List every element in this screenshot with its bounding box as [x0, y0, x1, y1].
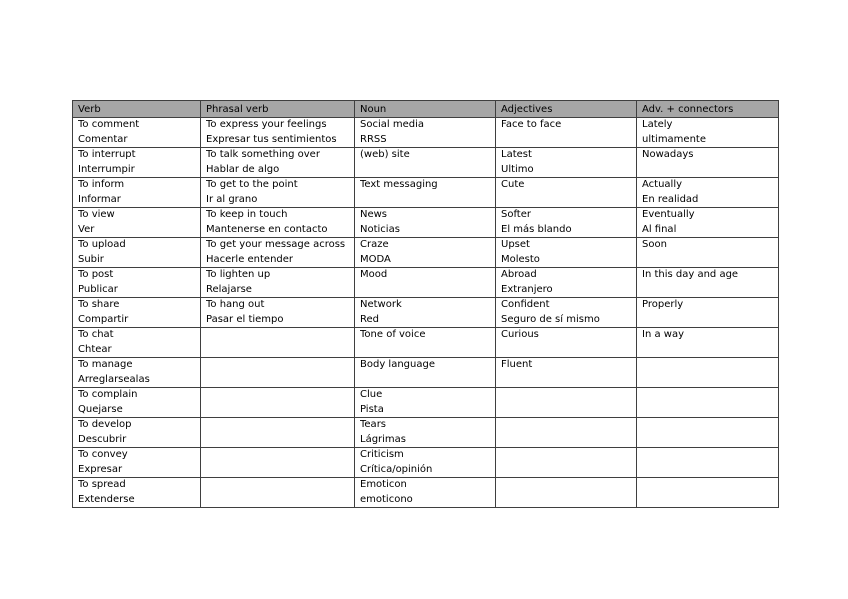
cell-verb	[73, 148, 201, 178]
noun-spanish: RRSS	[360, 133, 387, 145]
adverb-connector-english: Eventually	[642, 209, 695, 220]
cell-noun	[355, 148, 496, 178]
cell-adjective	[496, 238, 637, 268]
noun-english: Clue	[360, 389, 383, 400]
verb-english: To inform	[78, 179, 125, 190]
cell-verb	[73, 358, 201, 388]
cell-noun	[355, 208, 496, 238]
header-adjectives: Adjectives	[496, 101, 637, 118]
cell-phrasal-verb	[201, 208, 355, 238]
noun-english: Craze	[360, 239, 389, 250]
adjective-spanish: Extranjero	[501, 283, 553, 295]
adverb-connector-english: In a way	[642, 329, 684, 340]
adjective-english: Cute	[501, 179, 525, 190]
table-row	[73, 118, 779, 148]
phrasal-verb-english: To express your feelings	[206, 119, 327, 130]
verb-spanish: Subir	[78, 253, 104, 265]
cell-noun	[355, 178, 496, 208]
cell-adverb-connector	[637, 238, 779, 268]
adjective-english: Face to face	[501, 119, 562, 130]
table-row	[73, 418, 779, 448]
table-row	[73, 208, 779, 238]
phrasal-verb-spanish: Ir al grano	[206, 193, 258, 205]
table-row	[73, 298, 779, 328]
verb-english: To post	[78, 269, 114, 280]
phrasal-verb-spanish: Expresar tus sentimientos	[206, 133, 337, 145]
cell-adverb-connector	[637, 148, 779, 178]
adverb-connector-spanish: Al final	[642, 223, 677, 235]
cell-adverb-connector	[637, 418, 779, 448]
verb-english: To complain	[78, 389, 138, 400]
table-row	[73, 148, 779, 178]
adverb-connector-spanish: ultimamente	[642, 133, 706, 145]
cell-adverb-connector	[637, 118, 779, 148]
adverb-connector-english: Soon	[642, 239, 667, 250]
verb-spanish: Informar	[78, 193, 121, 205]
verb-spanish: Quejarse	[78, 403, 123, 415]
header-verb: Verb	[73, 101, 201, 118]
table-row	[73, 178, 779, 208]
noun-spanish: emoticono	[360, 493, 413, 505]
cell-noun	[355, 418, 496, 448]
adjective-spanish: Molesto	[501, 253, 540, 265]
cell-adjective	[496, 328, 637, 358]
cell-phrasal-verb	[201, 478, 355, 508]
noun-english: Emoticon	[360, 479, 407, 490]
adjective-english: Fluent	[501, 359, 533, 370]
cell-phrasal-verb	[201, 118, 355, 148]
noun-english: News	[360, 209, 388, 220]
noun-spanish: Crítica/opinión	[360, 463, 433, 475]
cell-adverb-connector	[637, 358, 779, 388]
verb-english: To view	[78, 209, 115, 220]
cell-verb	[73, 298, 201, 328]
cell-noun	[355, 358, 496, 388]
cell-verb	[73, 478, 201, 508]
cell-phrasal-verb	[201, 148, 355, 178]
cell-adjective	[496, 298, 637, 328]
noun-spanish: Noticias	[360, 223, 400, 235]
table-body	[73, 118, 779, 508]
adjective-spanish: Seguro de sí mismo	[501, 313, 600, 325]
adjective-english: Latest	[501, 149, 532, 160]
cell-phrasal-verb	[201, 418, 355, 448]
phrasal-verb-spanish: Hacerle entender	[206, 253, 294, 265]
verb-spanish: Extenderse	[78, 493, 135, 505]
cell-verb	[73, 448, 201, 478]
verb-english: To comment	[78, 119, 140, 130]
phrasal-verb-spanish: Pasar el tiempo	[206, 313, 284, 325]
table-row	[73, 448, 779, 478]
adjective-english: Confident	[501, 299, 550, 310]
cell-verb	[73, 388, 201, 418]
cell-verb	[73, 118, 201, 148]
cell-verb	[73, 178, 201, 208]
cell-adverb-connector	[637, 448, 779, 478]
cell-phrasal-verb	[201, 268, 355, 298]
verb-english: To convey	[78, 449, 128, 460]
cell-adjective	[496, 478, 637, 508]
cell-phrasal-verb	[201, 388, 355, 418]
adjective-english: Abroad	[501, 269, 537, 280]
cell-adverb-connector	[637, 268, 779, 298]
adjective-english: Upset	[501, 239, 530, 250]
cell-adverb-connector	[637, 328, 779, 358]
phrasal-verb-english: To lighten up	[206, 269, 271, 280]
cell-phrasal-verb	[201, 298, 355, 328]
noun-spanish: Pista	[360, 403, 384, 415]
header-noun: Noun	[355, 101, 496, 118]
noun-english: Mood	[360, 269, 388, 280]
verb-spanish: Chtear	[78, 343, 112, 355]
adjective-english: Curious	[501, 329, 539, 340]
noun-english: Body language	[360, 359, 435, 370]
cell-adjective	[496, 118, 637, 148]
verb-spanish: Compartir	[78, 313, 129, 325]
verb-english: To develop	[78, 419, 132, 430]
adverb-connector-english: Properly	[642, 299, 684, 310]
adverb-connector-english: In this day and age	[642, 269, 739, 280]
table-row	[73, 388, 779, 418]
noun-english: (web) site	[360, 149, 410, 160]
table-row	[73, 358, 779, 388]
cell-adverb-connector	[637, 388, 779, 418]
phrasal-verb-english: To hang out	[206, 299, 265, 310]
cell-noun	[355, 478, 496, 508]
header-phrasal-verb: Phrasal verb	[201, 101, 355, 118]
noun-spanish: Red	[360, 313, 379, 325]
cell-adverb-connector	[637, 178, 779, 208]
noun-english: Social media	[360, 119, 424, 130]
adverb-connector-english: Nowadays	[642, 149, 694, 160]
adjective-spanish: El más blando	[501, 223, 572, 235]
cell-noun	[355, 268, 496, 298]
phrasal-verb-spanish: Mantenerse en contacto	[206, 223, 328, 235]
table-row	[73, 268, 779, 298]
table-row	[73, 238, 779, 268]
header-adverbs-connectors: Adv. + connectors	[637, 101, 779, 118]
adverb-connector-spanish: En realidad	[642, 193, 699, 205]
verb-english: To chat	[78, 329, 114, 340]
verb-spanish: Comentar	[78, 133, 128, 145]
cell-noun	[355, 448, 496, 478]
cell-adjective	[496, 208, 637, 238]
verb-english: To manage	[78, 359, 133, 370]
noun-spanish: Lágrimas	[360, 433, 407, 445]
adverb-connector-english: Actually	[642, 179, 683, 190]
cell-verb	[73, 268, 201, 298]
verb-english: To interrupt	[78, 149, 136, 160]
cell-noun	[355, 118, 496, 148]
verb-spanish: Expresar	[78, 463, 123, 475]
cell-verb	[73, 418, 201, 448]
verb-spanish: Ver	[78, 223, 95, 235]
adverb-connector-english: Lately	[642, 119, 673, 130]
verb-spanish: Descubrir	[78, 433, 127, 445]
cell-adjective	[496, 418, 637, 448]
verb-spanish: Publicar	[78, 283, 118, 295]
table-row	[73, 478, 779, 508]
verb-english: To upload	[78, 239, 126, 250]
cell-verb	[73, 208, 201, 238]
cell-phrasal-verb	[201, 358, 355, 388]
verb-english: To spread	[78, 479, 126, 490]
noun-spanish: MODA	[360, 253, 391, 265]
verb-spanish: Interrumpir	[78, 163, 135, 175]
cell-phrasal-verb	[201, 238, 355, 268]
cell-adjective	[496, 388, 637, 418]
noun-english: Tears	[360, 419, 387, 430]
cell-noun	[355, 328, 496, 358]
noun-english: Text messaging	[360, 179, 438, 190]
cell-adjective	[496, 178, 637, 208]
cell-phrasal-verb	[201, 178, 355, 208]
cell-noun	[355, 388, 496, 418]
cell-adjective	[496, 148, 637, 178]
verb-english: To share	[78, 299, 120, 310]
cell-verb	[73, 238, 201, 268]
cell-adjective	[496, 358, 637, 388]
cell-adverb-connector	[637, 208, 779, 238]
cell-noun	[355, 238, 496, 268]
phrasal-verb-english: To talk something over	[206, 149, 320, 160]
cell-phrasal-verb	[201, 328, 355, 358]
cell-adjective	[496, 448, 637, 478]
noun-english: Criticism	[360, 449, 404, 460]
adjective-english: Softer	[501, 209, 531, 220]
noun-english: Network	[360, 299, 402, 310]
cell-noun	[355, 298, 496, 328]
cell-adverb-connector	[637, 298, 779, 328]
cell-adjective	[496, 268, 637, 298]
cell-phrasal-verb	[201, 448, 355, 478]
table-header-row	[73, 101, 779, 118]
phrasal-verb-spanish: Relajarse	[206, 283, 252, 295]
vocabulary-table	[72, 100, 779, 508]
noun-english: Tone of voice	[360, 329, 426, 340]
cell-verb	[73, 328, 201, 358]
phrasal-verb-english: To get your message across	[206, 239, 346, 250]
verb-spanish: Arreglarsealas	[78, 373, 150, 385]
adjective-spanish: Ultimo	[501, 163, 534, 175]
phrasal-verb-english: To keep in touch	[206, 209, 288, 220]
cell-adverb-connector	[637, 478, 779, 508]
table-row	[73, 328, 779, 358]
phrasal-verb-english: To get to the point	[206, 179, 298, 190]
phrasal-verb-spanish: Hablar de algo	[206, 163, 280, 175]
